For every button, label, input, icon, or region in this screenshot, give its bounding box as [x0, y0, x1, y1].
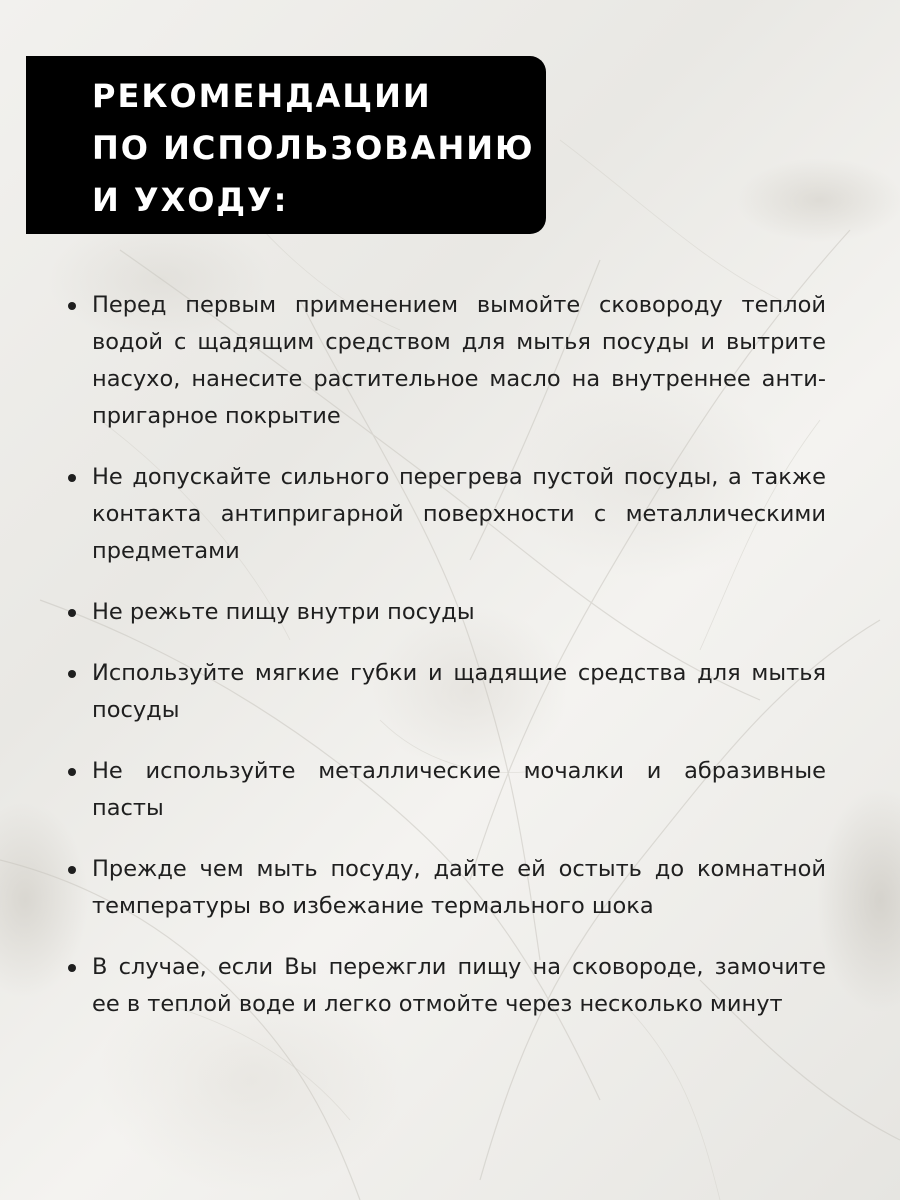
bullet-icon: [68, 302, 76, 310]
list-item: [66, 851, 826, 925]
list-item: [66, 287, 826, 435]
list-item: [66, 459, 826, 570]
list-item-text: Не используйте металлические мочалки и абразивные пасты: [92, 758, 826, 821]
title-line: ПО ИСПОЛЬЗОВАНИЮ: [92, 129, 535, 167]
recommendations-list: [66, 287, 826, 1047]
list-item: [66, 753, 826, 827]
list-item-text: Не допускайте сильного перегрева пустой посуды, а также контакта антипригарной поверхности с металлическими предметами: [92, 464, 826, 564]
bullet-icon: [68, 964, 76, 972]
bullet-icon: [68, 474, 76, 482]
list-item-text: В случае, если Вы пережгли пищу на сковороде, замочите ее в теплой воде и легко отмойте через несколько минут: [92, 954, 826, 1017]
list-item: [66, 655, 826, 729]
bullet-icon: [68, 609, 76, 617]
list-item-text: Используйте мягкие губки и щадящие средства для мытья посуды: [92, 660, 826, 723]
bullet-icon: [68, 670, 76, 678]
title-line: РЕКОМЕНДАЦИИ: [92, 77, 432, 115]
list-item: [66, 949, 826, 1023]
list-item-text: Прежде чем мыть посуду, дайте ей остыть до комнатной температуры во избежание термального шока: [92, 856, 826, 919]
page-title: [92, 70, 535, 226]
title-banner: [26, 56, 546, 234]
bullet-icon: [68, 866, 76, 874]
title-line: И УХОДУ:: [92, 181, 289, 219]
bullet-icon: [68, 768, 76, 776]
list-item-text: Перед первым применением вымойте сковороду теплой водой с щадящим средством для мытья посуды и вытрите насухо, нанесите растительное масло на внутреннее анти-пригарное покрытие: [92, 292, 826, 429]
list-item-text: Не режьте пищу внутри посуды: [92, 599, 475, 625]
list-item: [66, 594, 826, 631]
